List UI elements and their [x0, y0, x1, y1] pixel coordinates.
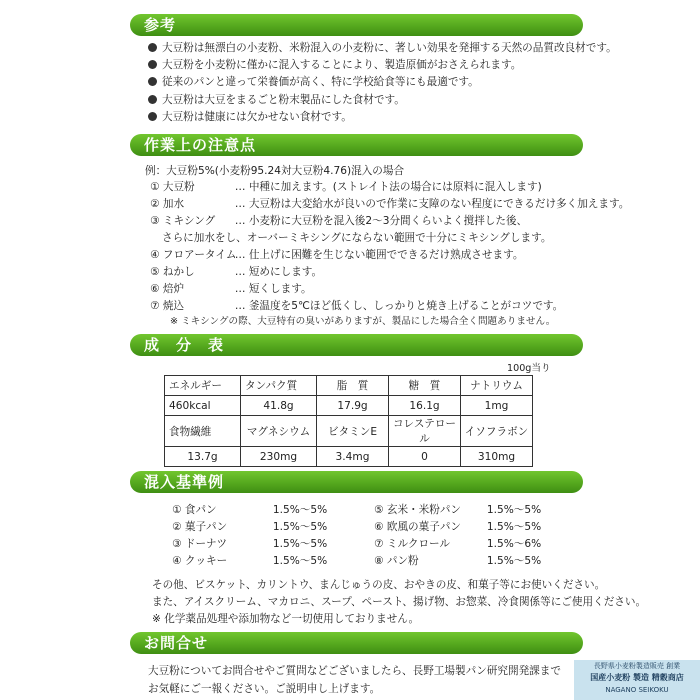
table-row — [165, 416, 533, 447]
contact-text: 大豆粉についてお問合せやご質問などございましたら、長野工場製パン研究開発課まで — [148, 665, 561, 677]
list-item: ⑥ 焙炉 … 短くします。 — [150, 283, 312, 295]
list-item: ⑤ 玄米・米粉パン 1.5%～5% — [374, 504, 542, 516]
contact-text: お気軽にご一報ください。ご説明申し上げます。 — [148, 683, 381, 695]
bullet-icon — [148, 43, 157, 52]
list-item: ⑥ 欧風の菓子パン 1.5%～5% — [374, 521, 542, 533]
list-item: 大豆粉は無漂白の小麦粉、米粉混入の小麦粉に、著しい効果を発揮する天然の品質改良材です。 — [148, 40, 617, 57]
list-item: ⑦ 焼込 … 釜温度を5℃ほど低くし、しっかりと焼き上げることがコツです。 — [150, 300, 564, 312]
list-item: ② 菓子パン 1.5%～5% — [172, 521, 328, 533]
list-item: ⑦ ミルクロール 1.5%～6% — [374, 538, 542, 550]
table-cell: 0 — [389, 447, 461, 467]
list-item: ④ クッキー 1.5%～5% — [172, 555, 328, 567]
per-unit-label: 100g当り — [507, 363, 551, 374]
table-cell: 脂 質 — [317, 376, 389, 396]
list-item: さらに加水をし、オーバーミキシングにならない範囲で十分にミキシングします。 — [162, 232, 552, 244]
section-header-mixing: 混入基準例 — [130, 471, 583, 493]
bullet-icon — [148, 77, 157, 86]
example-text: 例：大豆粉5%(小麦粉95.24対大豆粉4.76)混入の場合 — [145, 165, 405, 177]
table-cell: 310mg — [461, 447, 533, 467]
section-header-composition: 成 分 表 — [130, 334, 583, 356]
list-item: ① 大豆粉 … 中種に加えます。(ストレイト法の場合には原料に混入します) — [150, 181, 542, 193]
table-cell: イソフラボン — [461, 416, 533, 447]
list-item: ⑧ パン粉 1.5%～5% — [374, 555, 542, 567]
bullet-icon — [148, 95, 157, 104]
mixing-note: ※ ミキシングの際、大豆特有の臭いがありますが、製品にした場合全く問題ありません。 — [170, 316, 556, 327]
table-cell: 3.4mg — [317, 447, 389, 467]
table-cell: 460kcal — [165, 396, 241, 416]
list-item: 大豆粉は大豆をまるごと粉末製品にした食材です。 — [148, 92, 617, 109]
section-header-contact: お問合せ — [130, 632, 583, 654]
list-item: ④ フロアータイム… 仕上げに困難を生じない範囲でできるだけ熟成させます。 — [150, 249, 524, 261]
section-header-precautions: 作業上の注意点 — [130, 134, 583, 156]
table-cell: ビタミンE — [317, 416, 389, 447]
table-cell: コレステロール — [389, 416, 461, 447]
list-item: ③ ドーナツ 1.5%～5% — [172, 538, 328, 550]
list-item: 従来のパンと違って栄養価が高く、特に学校給食等にも最適です。 — [148, 74, 617, 91]
other-uses-text: また、アイスクリーム、マカロニ、スープ、ペースト、揚げ物、お惣菜、冷食関係等にご使用ください。 — [152, 596, 647, 608]
list-item: ② 加水 … 大豆粉は大変給水が良いので作業に支障のない程度にできるだけ多く加えます。 — [150, 198, 630, 210]
list-item: ① 食パン 1.5%～5% — [172, 504, 328, 516]
chemical-note: ※ 化学薬品処理や添加物など一切使用しておりません。 — [152, 613, 420, 625]
table-cell: 16.1g — [389, 396, 461, 416]
list-item: ③ ミキシング … 小麦粉に大豆粉を混入後2～3分間くらいよく撹拌した後、 — [150, 215, 528, 227]
table-cell: ナトリウム — [461, 376, 533, 396]
other-uses-text: その他、ビスケット、カリントウ、まんじゅうの皮、おやきの皮、和菓子等にお使いください。 — [152, 579, 606, 591]
bullet-icon — [148, 112, 157, 121]
table-cell: 1mg — [461, 396, 533, 416]
bullet-icon — [148, 60, 157, 69]
table-cell: 糖 質 — [389, 376, 461, 396]
table-row — [165, 376, 533, 396]
table-cell: 17.9g — [317, 396, 389, 416]
list-item: 大豆粉を小麦粉に僅かに混入することにより、製造原価がおさえられます。 — [148, 57, 617, 74]
table-cell: エネルギー — [165, 376, 241, 396]
table-cell: 41.8g — [241, 396, 317, 416]
company-logo: 長野県小麦粉製造販売 創業 国産小麦粉 製造 精穀商店 NAGANO SEIKOKU — [574, 660, 700, 700]
table-cell: 13.7g — [165, 447, 241, 467]
notes-list — [148, 40, 617, 126]
table-row — [165, 447, 533, 467]
list-item: 大豆粉は健康には欠かせない食材です。 — [148, 109, 617, 126]
table-row — [165, 396, 533, 416]
section-header-notes: 参考 — [130, 14, 583, 36]
nutrition-table — [164, 375, 533, 467]
table-cell: 230mg — [241, 447, 317, 467]
table-cell: 食物繊維 — [165, 416, 241, 447]
table-cell: タンパク質 — [241, 376, 317, 396]
list-item: ⑤ ねかし … 短めにします。 — [150, 266, 323, 278]
table-cell: マグネシウム — [241, 416, 317, 447]
